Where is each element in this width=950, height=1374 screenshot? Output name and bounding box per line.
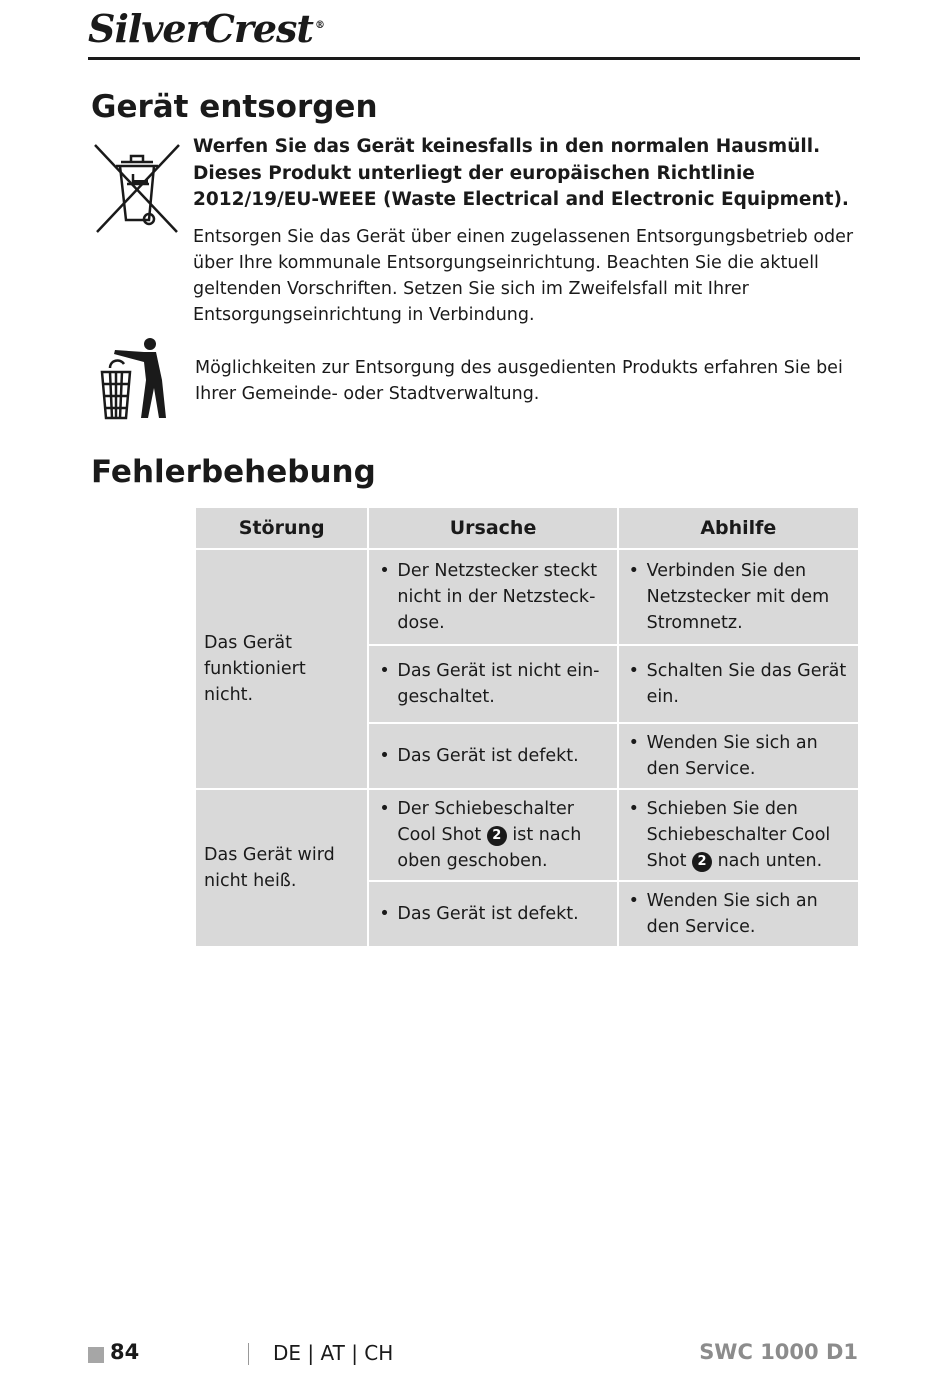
page-footer	[88, 1340, 860, 1370]
problem-cell: Das Gerät funktioniert nicht.	[195, 549, 368, 789]
footer-separator	[248, 1343, 249, 1365]
warning-line-2: Dieses Produkt unterliegt der europäischen Richtlinie	[193, 162, 755, 184]
cause-text: Das Gerät ist nicht ein-geschaltet.	[397, 661, 600, 707]
remedy-text-post: nach unten.	[717, 851, 823, 871]
warning-line-3: 2012/19/EU-WEEE (Waste Electrical and Electronic Equipment).	[193, 189, 849, 210]
warning-line-1: Werfen Sie das Gerät keinesfalls in den normalen Hausmüll.	[193, 136, 821, 157]
remedy-cell: • Wenden Sie sich an den Service.	[618, 723, 859, 789]
model-number: SWC 1000 D1	[699, 1340, 858, 1364]
table-header-row	[195, 507, 859, 549]
header-remedy: Abhilfe	[618, 507, 859, 549]
remedy-cell: • Schieben Sie den Schiebeschalter Cool Shot 2 nach unten.	[618, 789, 859, 881]
table-row	[195, 549, 859, 645]
page-number: 84	[110, 1340, 140, 1364]
cause-cell: • Das Gerät ist nicht ein-geschaltet.	[368, 645, 617, 723]
cause-cell: • Das Gerät ist defekt.	[368, 881, 617, 947]
table-row	[195, 789, 859, 881]
remedy-cell: • Verbinden Sie den Netzstecker mit dem Stromnetz.	[618, 549, 859, 645]
cause-text: Das Gerät ist defekt.	[397, 904, 579, 924]
dispose-warning	[193, 134, 853, 214]
remedy-text: Verbinden Sie den Netzstecker mit dem Stromnetz.	[646, 561, 830, 633]
part-number-badge: 2	[487, 826, 507, 846]
dispose-paragraph: Entsorgen Sie das Gerät über einen zugelassenen Entsorgungsbetrieb oder über Ihre kommunale Entsorgungseinrichtung. Beachten Sie die aktuell geltenden Vorschriften. Setzen Sie sich im Zweifelsfall mit Ihrer Entsorgungseinrichtung in Verbindung.	[193, 227, 854, 325]
remedy-text: Wenden Sie sich an den Service.	[646, 733, 818, 779]
brand-logo	[88, 6, 324, 51]
person-throwing-trash-icon	[100, 336, 168, 422]
remedy-cell: • Wenden Sie sich an den Service.	[618, 881, 859, 947]
header-cause: Ursache	[368, 507, 617, 549]
problem-cell: Das Gerät wird nicht heiß.	[195, 789, 368, 947]
cause-text: Das Gerät ist defekt.	[397, 746, 579, 766]
remedy-text-pre: Schieben Sie den Schiebeschalter Cool Shot	[646, 799, 831, 871]
footer-square-marker	[88, 1347, 104, 1363]
cause-cell: • Der Schiebeschalter Cool Shot 2 ist nach oben geschoben.	[368, 789, 617, 881]
section-title-dispose: Gerät entsorgen	[91, 89, 378, 125]
remedy-text: Schalten Sie das Gerät ein.	[646, 661, 847, 707]
cause-text: Der Netzstecker steckt nicht in der Netzsteck-dose.	[397, 561, 598, 633]
section-title-troubleshooting: Fehlerbehebung	[91, 454, 376, 490]
registered-mark: ®	[314, 20, 324, 32]
header-rule	[88, 57, 860, 60]
troubleshooting-table	[194, 506, 860, 948]
remedy-cell: • Schalten Sie das Gerät ein.	[618, 645, 859, 723]
crossed-out-wheelie-bin-icon	[91, 140, 183, 236]
country-codes: DE | AT | CH	[273, 1341, 394, 1365]
brand-name: SilverCrest	[88, 6, 313, 51]
dispose-info: Möglichkeiten zur Entsorgung des ausgedienten Produkts erfahren Sie bei Ihrer Gemeinde- oder Stadtverwaltung.	[195, 358, 843, 404]
remedy-text	[647, 796, 850, 874]
cause-text-pre: Der Schiebeschalter Cool Shot	[397, 799, 574, 845]
cause-cell: • Der Netzstecker steckt nicht in der Netzsteck-dose.	[368, 549, 617, 645]
cause-text-post: ist nach oben geschoben.	[397, 825, 582, 871]
remedy-text: Wenden Sie sich an den Service.	[646, 891, 818, 937]
cause-text	[397, 796, 608, 874]
cause-cell: • Das Gerät ist defekt.	[368, 723, 617, 789]
header-problem: Störung	[195, 507, 368, 549]
part-number-badge: 2	[692, 852, 712, 872]
